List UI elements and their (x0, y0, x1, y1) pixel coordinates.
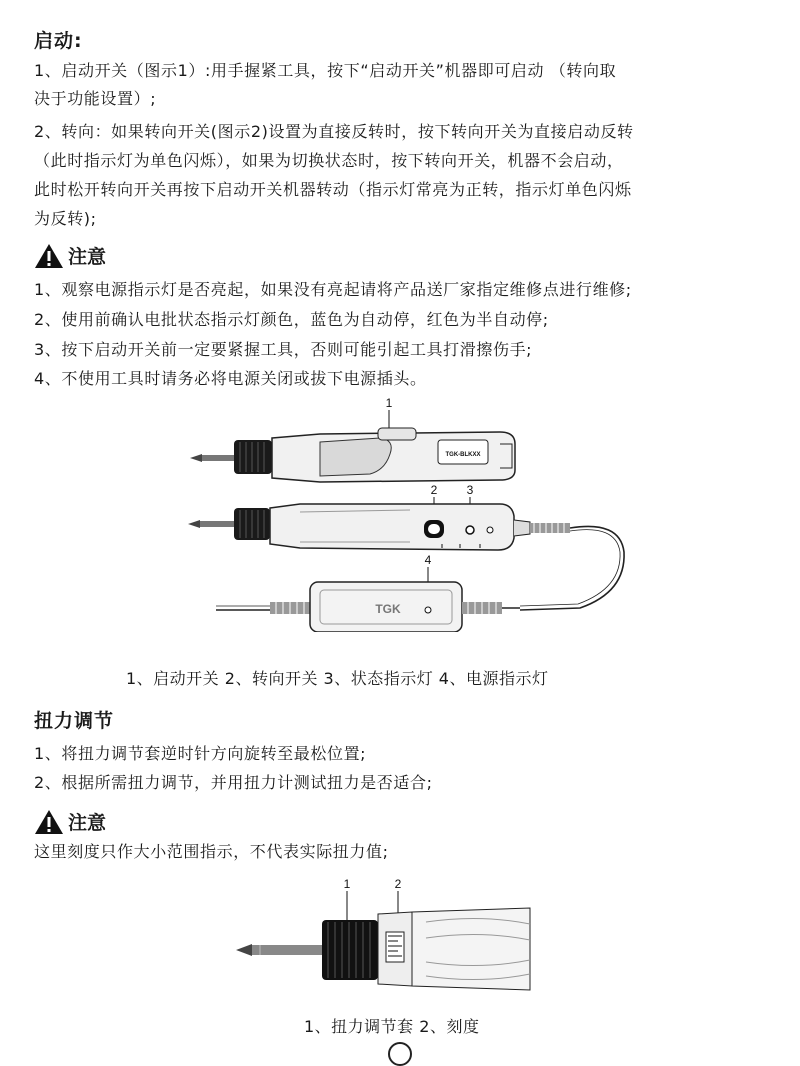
callout-3: 3 (466, 483, 474, 497)
callout-2: 2 (394, 877, 402, 891)
warning-line: 2、使用前确认电批状态指示灯颜色，蓝色为自动停，红色为半自动停; (34, 310, 549, 329)
paragraph-line: 2、转向：如果转向开关(图示2)设置为直接反转时，按下转向开关为直接启动反转 (34, 122, 634, 141)
callout-1: 1 (343, 877, 351, 891)
paragraph-line: 1、启动开关（图示1）:用手握紧工具，按下“启动开关”机器即可启动 （转向取 (34, 61, 617, 80)
paragraph-line: （此时指示灯为单色闪烁），如果为切换状态时，按下转向开关，机器不会启动， (34, 151, 624, 170)
section-title-torque: 扭力调节 (34, 710, 115, 732)
warning-line: 3、按下启动开关前一定要紧握工具，否则可能引起工具打滑擦伤手; (34, 340, 533, 359)
figure1-caption: 1、启动开关 2、转向开关 3、状态指示灯 4、电源指示灯 (126, 669, 549, 688)
warning-icon (34, 243, 64, 269)
warning-icon (34, 809, 64, 835)
paragraph-line: 决于功能设置）; (34, 89, 157, 108)
warning-title: 注意 (68, 246, 107, 268)
figure2-caption: 1、扭力调节套 2、刻度 (304, 1017, 480, 1036)
screwdriver-top-illustration (190, 428, 515, 482)
model-label: TGK-BLKXX (445, 452, 481, 458)
power-adapter-illustration (216, 582, 520, 632)
screwdriver-bottom-illustration (188, 504, 570, 550)
page-number-badge (388, 1042, 412, 1066)
paragraph-line: 2、根据所需扭力调节，并用扭力计测试扭力是否适合; (34, 773, 433, 792)
paragraph-line: 此时松开转向开关再按下启动开关机器转动（指示灯常亮为正转，指示灯单色闪烁 (34, 180, 632, 199)
warning-title: 注意 (68, 812, 107, 834)
brand-logo-text: TGK (375, 602, 401, 616)
callout-2: 2 (430, 483, 438, 497)
torque-ring-illustration (236, 908, 530, 990)
torque-figure (230, 874, 550, 1004)
screwdriver-figure (180, 392, 640, 632)
paragraph-line: 1、将扭力调节套逆时针方向旋转至最松位置; (34, 744, 367, 763)
warning-line: 4、不使用工具时请务必将电源关闭或拔下电源插头。 (34, 369, 427, 388)
section-title-start: 启动: (34, 30, 83, 52)
paragraph-line: 为反转); (34, 209, 97, 228)
warning-line: 这里刻度只作大小范围指示，不代表实际扭力值; (34, 842, 389, 861)
callout-1: 1 (385, 396, 393, 410)
warning-line: 1、观察电源指示灯是否亮起，如果没有亮起请将产品送厂家指定维修点进行维修; (34, 280, 632, 299)
callout-4: 4 (424, 553, 432, 567)
warning-heading (34, 808, 106, 835)
warning-heading (34, 242, 106, 269)
